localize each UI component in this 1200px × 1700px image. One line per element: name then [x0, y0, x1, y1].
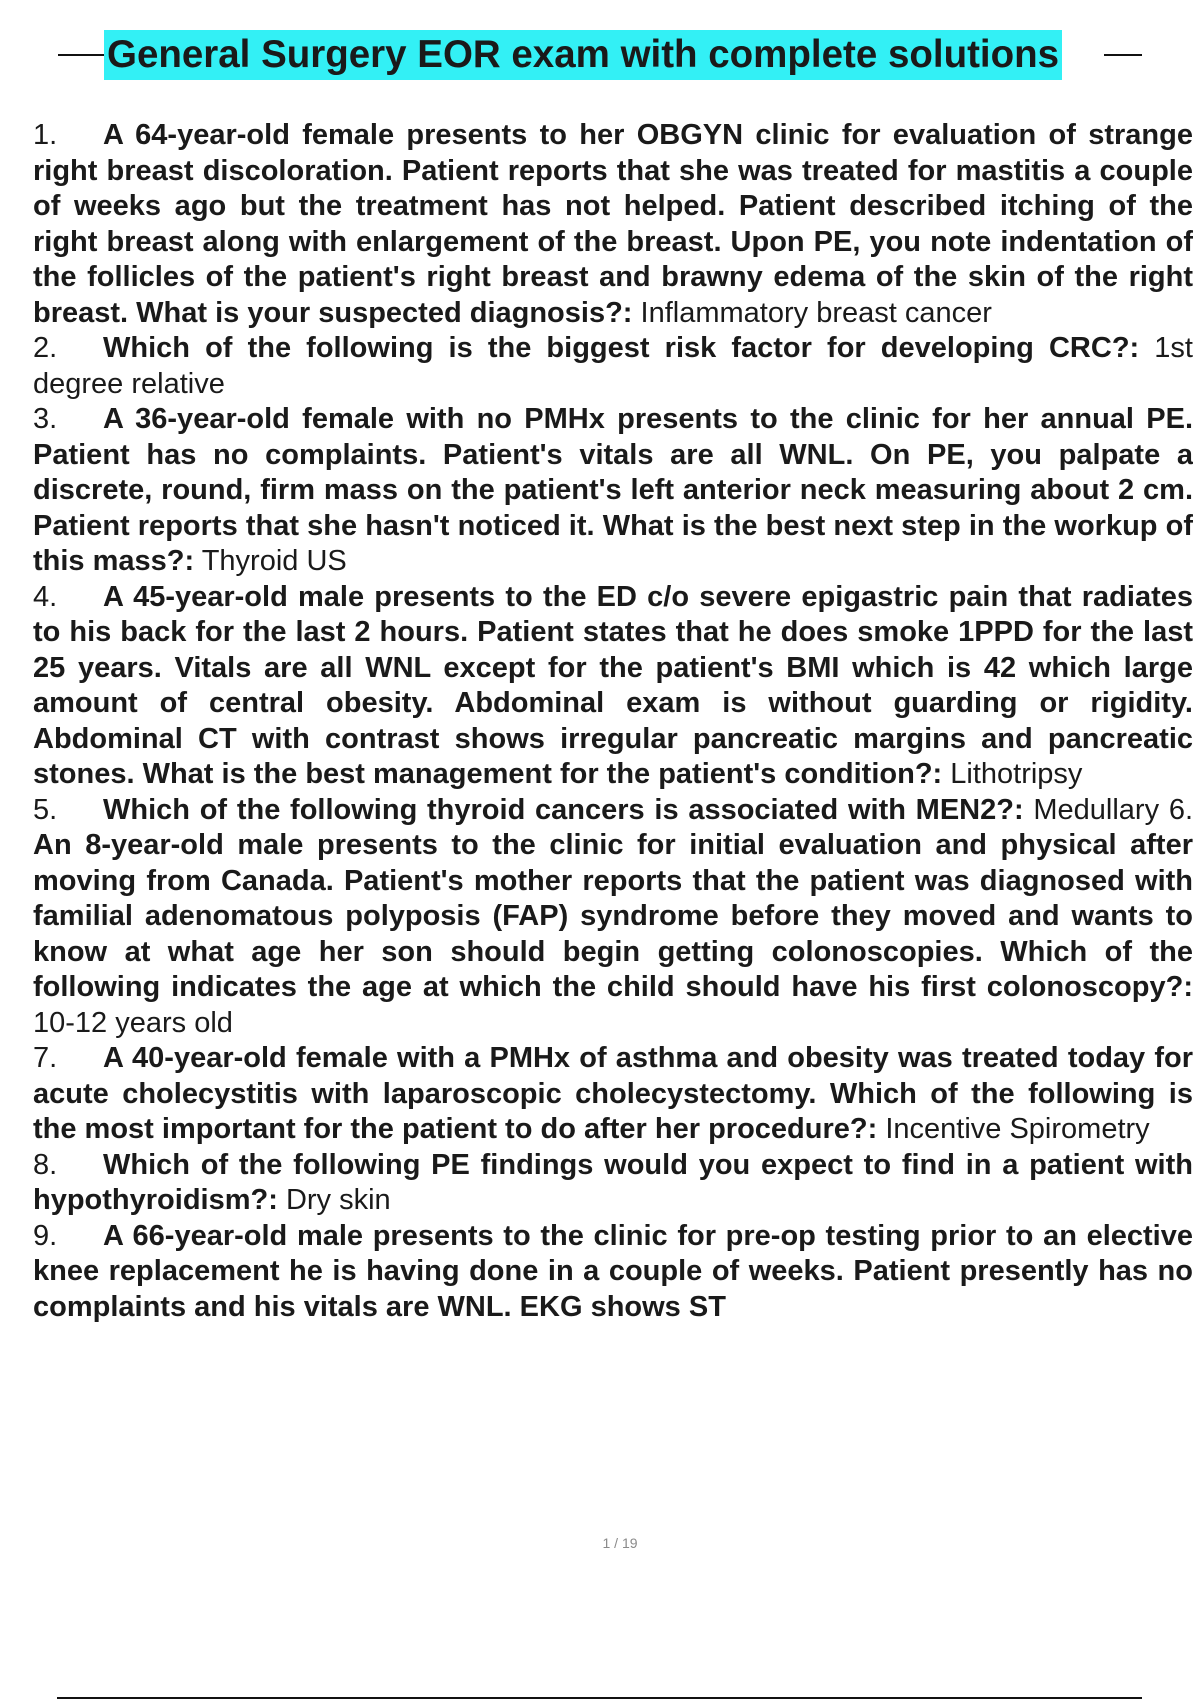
question-number: 9. — [33, 1219, 58, 1252]
question-text: A 40-year-old female with a PMHx of asthma and obesity was treated today for acute cholecystitis with laparoscopic cholecystectomy. Which of the following is the most important for the patient to do after her procedure?: — [33, 1042, 1193, 1145]
question-text: Which of the following is the biggest risk factor for developing CRC?: — [103, 332, 1140, 364]
answer-text: Medullary — [1033, 793, 1160, 826]
question-item — [33, 1219, 1193, 1326]
question-number: 6. — [1168, 793, 1193, 826]
answer-text: Dry skin — [285, 1184, 391, 1216]
question-item — [33, 331, 1193, 402]
question-number: 3. — [33, 403, 58, 435]
question-item — [33, 580, 1193, 793]
question-text: A 64-year-old female presents to her OBGYN clinic for evaluation of strange right breast discoloration. Patient reports that she was treated for mastitis a couple of weeks ago but the treatment has not helped. Patient described itching of the right breast along with enlargement of the breast. Upon PE, you note indentation of the follicles of the patient's right breast and brawny edema of the skin of the right breast. What is your suspected diagnosis?: — [33, 119, 1193, 329]
question-number: 5. — [33, 793, 58, 826]
question-list — [33, 118, 1193, 1438]
question-number: 2. — [33, 332, 58, 364]
title-row — [58, 30, 1142, 80]
question-number: 4. — [33, 580, 58, 613]
question-text: A 45-year-old male presents to the ED c/o severe epigastric pain that radiates to his back for the last 2 hours. Patient states that he does smoke 1PPD for the last 25 years. Vitals are all WNL except for the patient's BMI which is 42 which large amount of central obesity. Abdominal exam is without guarding or rigidity. Abdominal CT with contrast shows irregular pancreatic margins and pancreatic stones. What is the best management for the patient's condition?: — [33, 580, 1193, 790]
question-text: A 66-year-old male presents to the clinic for pre-op testing prior to an elective knee replacement he is having done in a couple of weeks. Patient presently has no complaints and his vitals are WNL. EKG shows ST — [33, 1219, 1193, 1323]
question-text: A 36-year-old female with no PMHx presents to the clinic for her annual PE. Patient has no complaints. Patient's vitals are all WNL. On PE, you palpate a discrete, round, firm mass on the patient's left anterior neck measuring about 2 cm. Patient reports that she hasn't noticed it. What is the best next step in the workup of this mass?: — [33, 403, 1193, 577]
question-text: Which of the following PE findings would you expect to find in a patient with hypothyroidism?: — [33, 1148, 1193, 1216]
question-number: 1. — [33, 119, 58, 151]
question-item — [33, 793, 1193, 1042]
answer-text: 10-12 years old — [33, 1006, 233, 1039]
title-rule-right — [1104, 54, 1142, 56]
title-rule-left — [58, 54, 104, 56]
question-item — [33, 1041, 1193, 1148]
question-item — [33, 1148, 1193, 1219]
question-item — [33, 402, 1193, 580]
answer-text: Incentive Spirometry — [885, 1113, 1150, 1145]
question-text: Which of the following thyroid cancers is associated with MEN2?: — [103, 793, 1024, 826]
answer-text: Lithotripsy — [950, 758, 1083, 790]
answer-text: 1st degree relative — [33, 332, 1193, 400]
question-number: 7. — [33, 1042, 58, 1074]
question-number: 8. — [33, 1148, 58, 1181]
document-title: General Surgery EOR exam with complete solutions — [104, 30, 1062, 80]
question-item — [33, 118, 1193, 331]
answer-text: Thyroid US — [201, 545, 347, 577]
page-indicator: 1 / 19 — [602, 1535, 638, 1551]
footer-rule — [57, 1697, 1142, 1699]
answer-text: Inflammatory breast cancer — [640, 296, 992, 329]
question-text: An 8-year-old male presents to the clinic for initial evaluation and physical after moving from Canada. Patient's mother reports that the patient was diagnosed with familial adenomatous polyposis (FAP) syndrome before they moved and wants to know at what age her son should begin getting colonoscopies. Which of the following indicates the age at which the child should have his first colonoscopy?: — [33, 829, 1193, 1003]
